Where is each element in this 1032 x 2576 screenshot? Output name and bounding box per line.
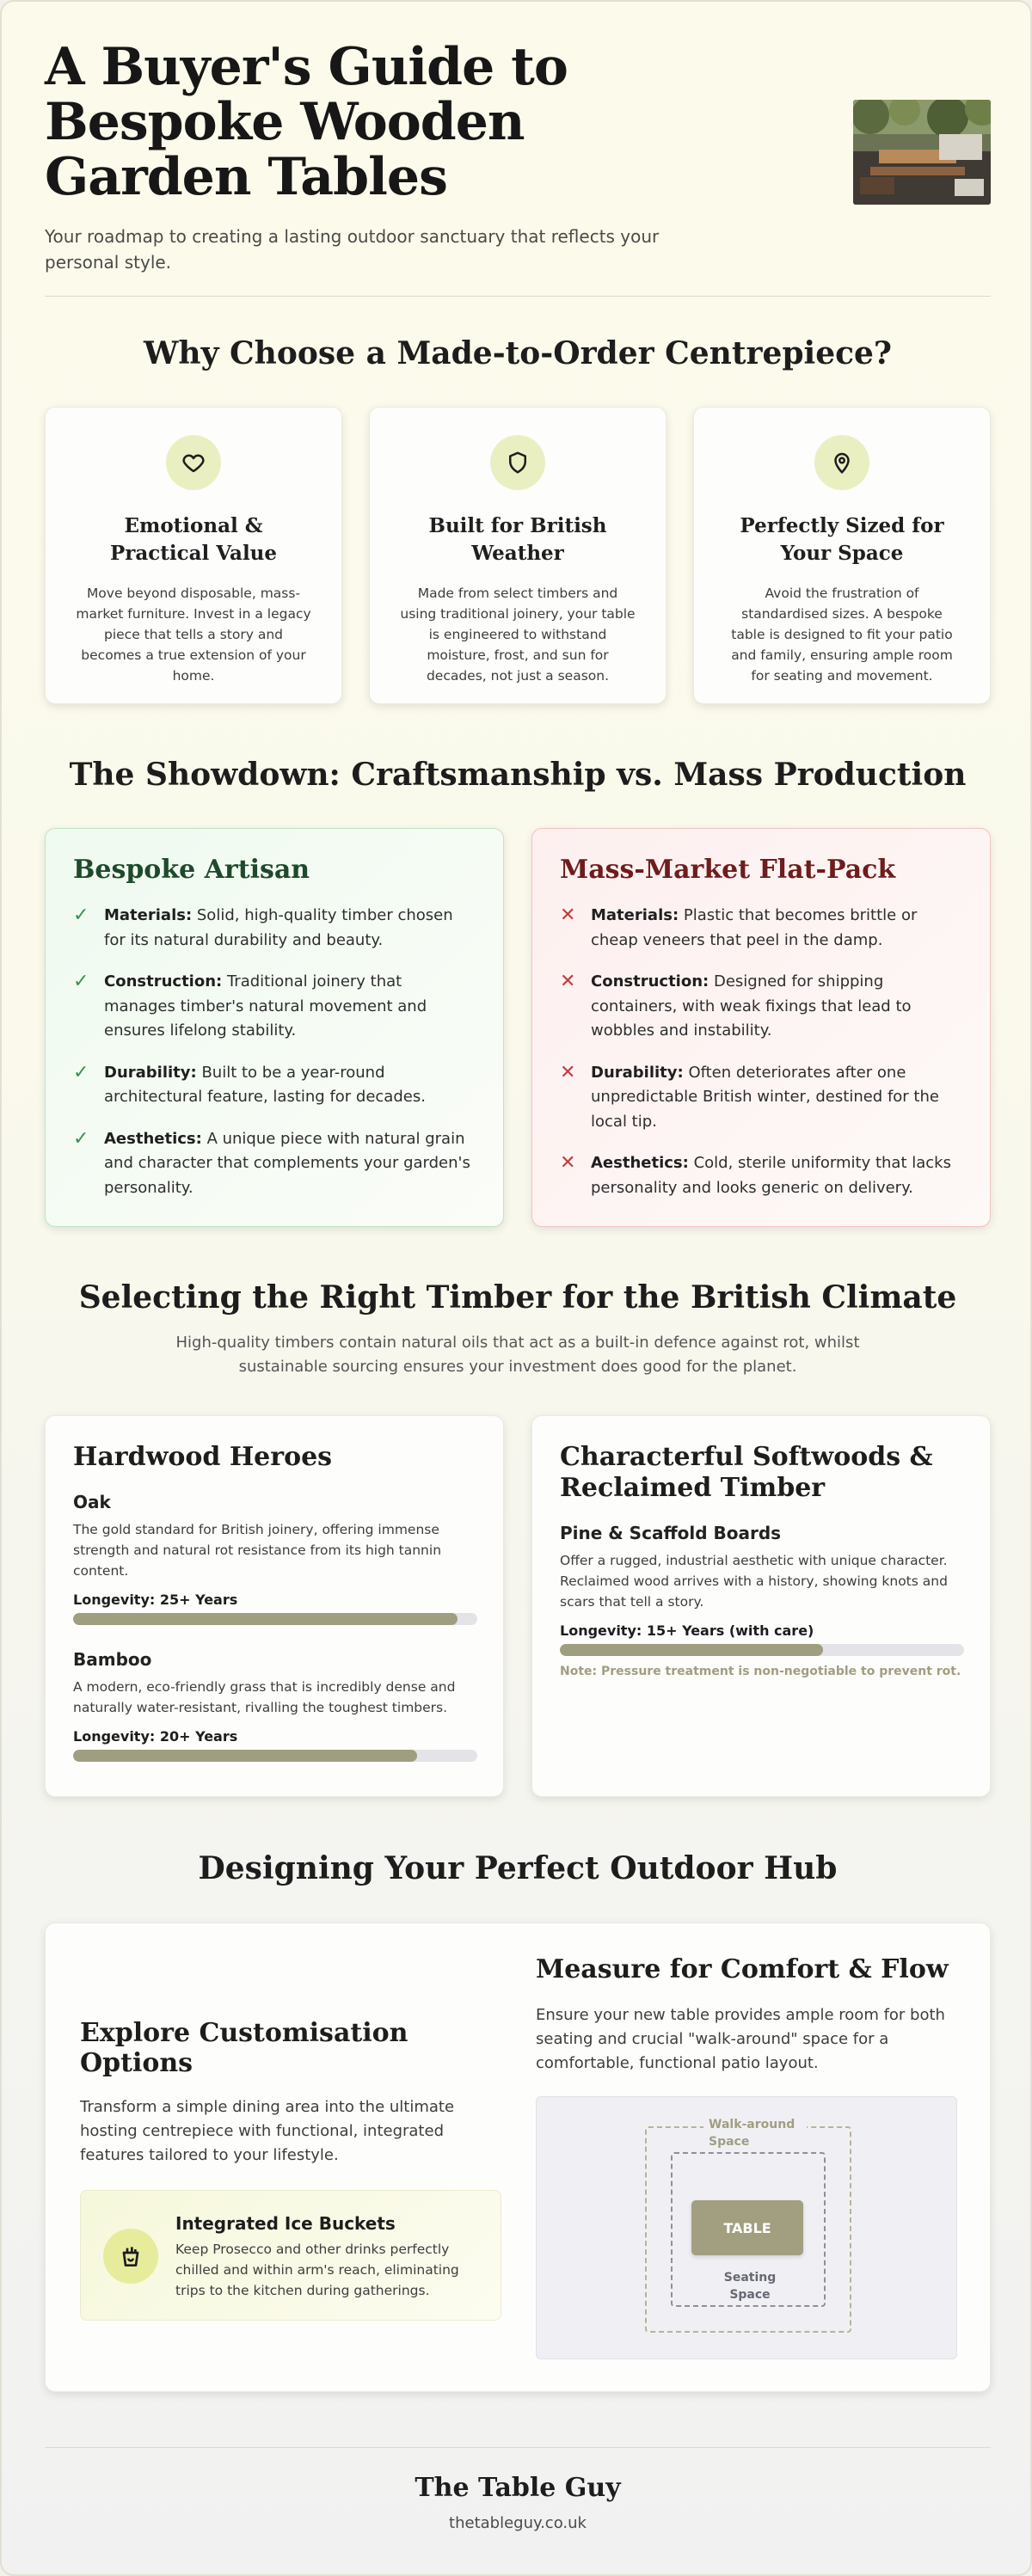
footer-url[interactable]: thetableguy.co.uk [449, 2514, 587, 2532]
timber-section-title: Selecting the Right Timber for the British Climate [78, 1279, 957, 1316]
customisation-text: Transform a simple dining area into the ultimate hosting centrepiece with functional, integrated features tailored to your lifestyle. [80, 2098, 455, 2164]
timber-description: A modern, eco-friendly grass that is incredibly dense and naturally water-resistant, rivalling the toughest timbers. [73, 1679, 456, 1715]
measure-panel [536, 1954, 957, 2359]
longevity-label: Longevity: 20+ Years [73, 1728, 238, 1745]
timber-description: Offer a rugged, industrial aesthetic with unique character. Reclaimed wood arrives with a history, showing knots and scars that tell a story. [560, 1553, 948, 1610]
timber-name: Oak [73, 1492, 111, 1512]
feature-text: Keep Prosecco and other drinks perfectly chilled and within arm's reach, eliminating trips to the kitchen during gatherings. [175, 2242, 459, 2298]
walk-around-label: Walk-around Space [703, 2116, 807, 2150]
item-label: Aesthetics: [104, 1129, 202, 1148]
why-card-text: Made from select timbers and using traditional joinery, your table is engineered to withstand moisture, frost, and sun for decades, not just a season. [400, 586, 636, 684]
ice-bucket-icon [103, 2229, 158, 2284]
longevity-label: Longevity: 15+ Years (with care) [560, 1622, 814, 1639]
heart-icon [166, 435, 221, 490]
timber-name: Pine & Scaffold Boards [560, 1523, 782, 1543]
list-item [73, 1127, 476, 1201]
bespoke-artisan-card [45, 828, 504, 1227]
check-icon: ✓ [73, 1127, 89, 1150]
item-label: Construction: [591, 972, 710, 991]
ice-bucket-feature [80, 2190, 501, 2321]
footer-divider [45, 2447, 991, 2448]
why-card-title: Emotional & Practical Value [109, 514, 278, 565]
longevity-label: Longevity: 25+ Years [73, 1592, 238, 1608]
why-card-title: Built for British Weather [428, 514, 607, 565]
footer-brand: The Table Guy [415, 2473, 621, 2503]
hardwood-card [45, 1415, 504, 1797]
item-text: Built to be a year-round architectural feature, lasting for decades. [104, 1063, 426, 1106]
item-label: Durability: [591, 1063, 684, 1082]
seating-label: Seating Space [714, 2269, 786, 2303]
hub-section-title: Designing Your Perfect Outdoor Hub [198, 1850, 838, 1886]
table-block: TABLE [691, 2200, 803, 2255]
item-text: A unique piece with natural grain and character that complements your garden's personality. [104, 1129, 470, 1197]
item-label: Durability: [104, 1063, 197, 1082]
check-icon: ✓ [73, 1061, 89, 1083]
shield-icon [490, 435, 545, 490]
cross-icon: ✕ [560, 1152, 576, 1174]
map-pin-icon [814, 435, 869, 490]
item-text: Traditional joinery that manages timber's natural movement and ensures lifelong stability. [104, 972, 427, 1040]
item-text: Cold, sterile uniformity that lacks personality and looks generic on delivery. [591, 1154, 951, 1197]
item-label: Construction: [104, 972, 223, 991]
list-item [73, 904, 476, 953]
hub-card [45, 1923, 991, 2392]
why-card-weather [369, 407, 666, 704]
pressure-treatment-note: Note: Pressure treatment is non-negotiable to prevent rot. [560, 1665, 961, 1678]
item-text: Plastic that becomes brittle or cheap veneers that peel in the damp. [591, 906, 918, 949]
page-title: A Buyer's Guide to Bespoke Wooden Garden Tables [45, 37, 568, 207]
cross-icon: ✕ [560, 905, 576, 926]
bespoke-artisan-title: Bespoke Artisan [73, 855, 310, 885]
feature-title: Integrated Ice Buckets [175, 2213, 396, 2234]
item-text: Solid, high-quality timber chosen for its natural durability and beauty. [104, 906, 453, 949]
longevity-bar [73, 1613, 477, 1625]
hero-garden-image [853, 100, 991, 205]
why-card-size [693, 407, 991, 704]
item-text: Designed for shipping containers, with weak fixings that lead to wobbles and instability. [591, 972, 912, 1040]
customisation-panel [80, 2018, 501, 2321]
list-item [73, 970, 476, 1044]
longevity-bar [560, 1644, 964, 1656]
showdown-section-title: The Showdown: Craftsmanship vs. Mass Production [69, 757, 967, 793]
header-divider [45, 296, 991, 297]
longevity-bar-fill [560, 1644, 823, 1656]
check-icon: ✓ [73, 905, 89, 926]
list-item [73, 1061, 476, 1110]
item-label: Materials: [104, 906, 193, 924]
item-label: Materials: [591, 906, 679, 924]
header [45, 37, 991, 273]
hardwood-title: Hardwood Heroes [73, 1442, 333, 1472]
softwood-title: Characterful Softwoods & Reclaimed Timber [560, 1442, 933, 1503]
list-item [560, 970, 962, 1044]
list-item [560, 1151, 962, 1200]
timber-description: The gold standard for British joinery, offering immense strength and natural rot resistance from its high tannin content. [73, 1522, 442, 1579]
measure-text: Ensure your new table provides ample room for both seating and crucial "walk-around" space for a comfortable, functional patio layout. [536, 2006, 945, 2072]
why-card-title: Perfectly Sized for Your Space [740, 514, 944, 565]
list-item [560, 1061, 962, 1135]
item-text: Often deteriorates after one unpredictable British winter, destined for the local tip. [591, 1063, 939, 1131]
longevity-bar [73, 1750, 477, 1762]
list-item [560, 904, 962, 953]
timber-name: Bamboo [73, 1649, 152, 1670]
why-card-text: Avoid the frustration of standardised sizes. A bespoke table is designed to fit your patio and family, ensuring ample room for seating and movement. [731, 586, 953, 684]
customisation-title: Explore Customisation Options [80, 2018, 408, 2078]
space-diagram [536, 2096, 957, 2359]
measure-title: Measure for Comfort & Flow [536, 1954, 949, 1984]
softwood-card [531, 1415, 991, 1797]
why-card-text: Move beyond disposable, mass-market furniture. Invest in a legacy piece that tells a story and becomes a true extension of your home. [76, 586, 311, 684]
longevity-bar-fill [73, 1613, 458, 1625]
mass-market-title: Mass-Market Flat-Pack [560, 855, 896, 885]
why-section-title: Why Choose a Made-to-Order Centrepiece? [143, 335, 893, 371]
check-icon: ✓ [73, 971, 89, 992]
mass-market-card [531, 828, 991, 1227]
why-card-value [45, 407, 342, 704]
item-label: Aesthetics: [591, 1154, 689, 1172]
cross-icon: ✕ [560, 971, 576, 992]
cross-icon: ✕ [560, 1061, 576, 1083]
page-subtitle: Your roadmap to creating a lasting outdoor sanctuary that reflects your personal style. [45, 226, 660, 273]
timber-intro: High-quality timbers contain natural oils that act as a built-in defence against rot, whilst sustainable sourcing ensures your investment does good for the planet. [175, 1334, 860, 1376]
longevity-bar-fill [73, 1750, 417, 1762]
